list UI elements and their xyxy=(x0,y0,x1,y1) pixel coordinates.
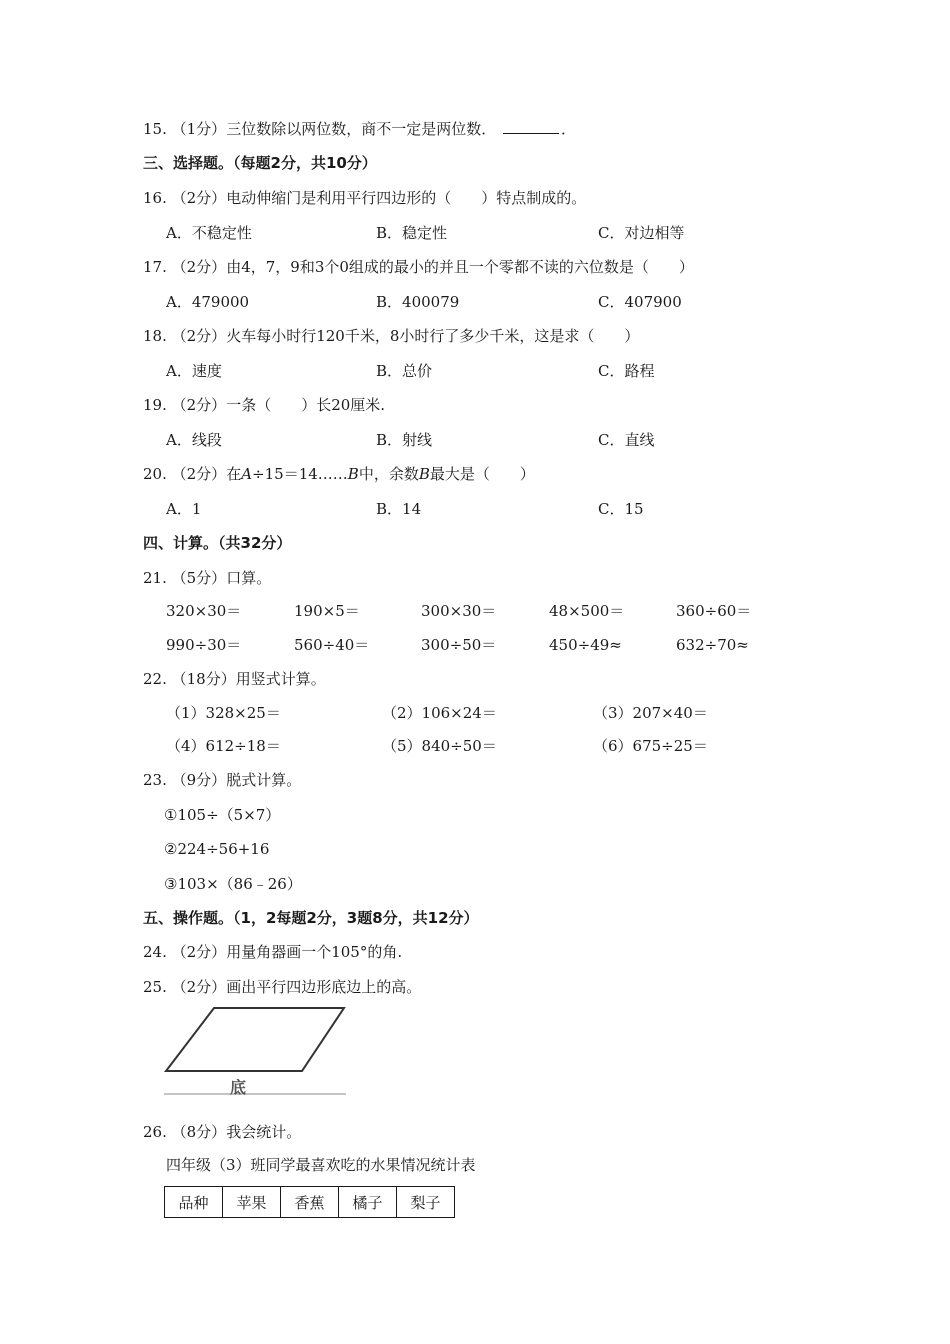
table-header-cell: 梨子 xyxy=(397,1187,455,1218)
question-18 xyxy=(143,326,639,346)
question-19 xyxy=(143,395,385,415)
parallelogram-shape xyxy=(166,1008,344,1071)
question-score: （5分） xyxy=(171,569,227,587)
table-row xyxy=(165,1187,455,1218)
q19-option-c[interactable]: C．直线 xyxy=(598,431,655,449)
q17-option-b[interactable]: B．400079 xyxy=(376,293,460,311)
question-score: （2分） xyxy=(171,258,227,276)
question-number: 18. xyxy=(143,327,167,345)
mental-calc-item: 360÷60＝ xyxy=(676,602,752,620)
mental-calc-item: 300×30＝ xyxy=(421,602,497,620)
q20-option-c[interactable]: C．15 xyxy=(598,500,644,518)
q19-option-b[interactable]: B．射线 xyxy=(376,431,433,449)
vertical-calc-item: （3）207×40＝ xyxy=(593,704,708,722)
question-text-post: 最大是（ ） xyxy=(429,465,535,483)
question-text: 画出平行四边形底边上的高。 xyxy=(226,978,422,996)
question-25 xyxy=(143,977,421,997)
stepwise-calc-item: ①105÷（5×7） xyxy=(164,806,281,824)
question-text-mid2: 中，余数 xyxy=(358,465,419,483)
question-text: 口算。 xyxy=(226,569,272,587)
parallelogram-diagram xyxy=(162,1004,348,1098)
question-21 xyxy=(143,568,271,588)
q20-option-b[interactable]: B．14 xyxy=(376,500,422,518)
q18-option-c[interactable]: C．路程 xyxy=(598,362,655,380)
q16-option-a[interactable]: A．不稳定性 xyxy=(166,224,252,242)
question-text: 我会统计。 xyxy=(226,1123,302,1141)
question-number: 19. xyxy=(143,396,167,414)
question-text-pre: 在 xyxy=(226,465,242,483)
question-text: 电动伸缩门是利用平行四边形的（ ）特点制成的。 xyxy=(226,189,587,207)
question-score: （8分） xyxy=(171,1123,227,1141)
table-header-cell: 苹果 xyxy=(223,1187,281,1218)
vertical-calc-item: （1）328×25＝ xyxy=(166,704,281,722)
question-score: （1分） xyxy=(171,120,227,138)
question-text-mid: ÷15＝14…… xyxy=(252,465,348,483)
question-text: 三位数除以两位数，商不一定是两位数． xyxy=(226,120,497,138)
question-end: ． xyxy=(560,120,576,138)
vertical-calc-item: （2）106×24＝ xyxy=(382,704,497,722)
q20-option-a[interactable]: A．1 xyxy=(166,500,202,518)
question-score: （9分） xyxy=(171,771,227,789)
mental-calc-item: 990÷30＝ xyxy=(166,636,242,654)
question-23 xyxy=(143,770,301,790)
question-text: 用量角器画一个105°的角. xyxy=(226,943,403,961)
mental-calc-item: 632÷70≈ xyxy=(676,636,749,654)
mental-calc-item: 300÷50＝ xyxy=(421,636,497,654)
question-20 xyxy=(143,464,535,484)
q16-option-c[interactable]: C．对边相等 xyxy=(598,224,685,242)
table-header-cell: 品种 xyxy=(165,1187,223,1218)
question-15 xyxy=(143,119,576,139)
table-header-cell: 橘子 xyxy=(339,1187,397,1218)
question-score: （18分） xyxy=(171,670,236,688)
question-text: 用竖式计算。 xyxy=(235,670,326,688)
table-header-cell: 香蕉 xyxy=(281,1187,339,1218)
base-label: 底 xyxy=(230,1078,247,1097)
answer-blank[interactable] xyxy=(503,119,559,134)
var-b: B xyxy=(347,465,359,483)
question-number: 22. xyxy=(143,670,167,688)
mental-calc-item: 190×5＝ xyxy=(294,602,360,620)
q19-option-a[interactable]: A．线段 xyxy=(166,431,222,449)
vertical-calc-item: （5）840÷50＝ xyxy=(382,737,497,755)
question-17 xyxy=(143,257,694,277)
q17-option-c[interactable]: C．407900 xyxy=(598,293,682,311)
question-number: 26. xyxy=(143,1123,167,1141)
q16-option-b[interactable]: B．稳定性 xyxy=(376,224,448,242)
q18-option-a[interactable]: A．速度 xyxy=(166,362,222,380)
question-number: 15. xyxy=(143,120,167,138)
question-26 xyxy=(143,1122,301,1142)
question-number: 25. xyxy=(143,978,167,996)
q17-option-a[interactable]: A．479000 xyxy=(166,293,250,311)
var-b: B xyxy=(418,465,430,483)
question-text: 火车每小时行120千米，8小时行了多少千米，这是求（ ） xyxy=(226,327,640,345)
question-22 xyxy=(143,669,326,689)
question-number: 20. xyxy=(143,465,167,483)
stepwise-calc-item: ③103×（86﹣26） xyxy=(164,875,302,893)
mental-calc-item: 48×500＝ xyxy=(549,602,625,620)
parallelogram-figure xyxy=(162,1004,348,1098)
section-3-heading: 三、选择题。（每题2分，共10分） xyxy=(143,154,377,172)
mental-calc-item: 560÷40＝ xyxy=(294,636,370,654)
question-16 xyxy=(143,188,586,208)
question-number: 16. xyxy=(143,189,167,207)
q18-option-b[interactable]: B．总价 xyxy=(376,362,433,380)
stepwise-calc-item: ②224÷56+16 xyxy=(164,840,270,858)
question-score: （2分） xyxy=(171,327,227,345)
fruit-stats-table xyxy=(164,1186,455,1218)
question-score: （2分） xyxy=(171,465,227,483)
question-text: 一条（ ）长20厘米. xyxy=(226,396,386,414)
question-score: （2分） xyxy=(171,396,227,414)
vertical-calc-item: （6）675÷25＝ xyxy=(593,737,708,755)
question-text: 由4，7，9和3个0组成的最小的并且一个零都不读的六位数是（ ） xyxy=(226,258,694,276)
question-score: （2分） xyxy=(171,978,227,996)
question-number: 24. xyxy=(143,943,167,961)
question-number: 17. xyxy=(143,258,167,276)
question-score: （2分） xyxy=(171,189,227,207)
var-a: A xyxy=(241,465,253,483)
table-title: 四年级（3）班同学最喜欢吃的水果情况统计表 xyxy=(166,1156,476,1174)
mental-calc-item: 450÷49≈ xyxy=(549,636,622,654)
question-score: （2分） xyxy=(171,943,227,961)
vertical-calc-item: （4）612÷18＝ xyxy=(166,737,281,755)
section-4-heading: 四、计算。（共32分） xyxy=(143,534,292,552)
section-5-heading: 五、操作题。（1，2每题2分，3题8分，共12分） xyxy=(143,909,479,927)
mental-calc-item: 320×30＝ xyxy=(166,602,242,620)
question-text: 脱式计算。 xyxy=(226,771,302,789)
question-number: 23. xyxy=(143,771,167,789)
question-24 xyxy=(143,942,402,962)
question-number: 21. xyxy=(143,569,167,587)
